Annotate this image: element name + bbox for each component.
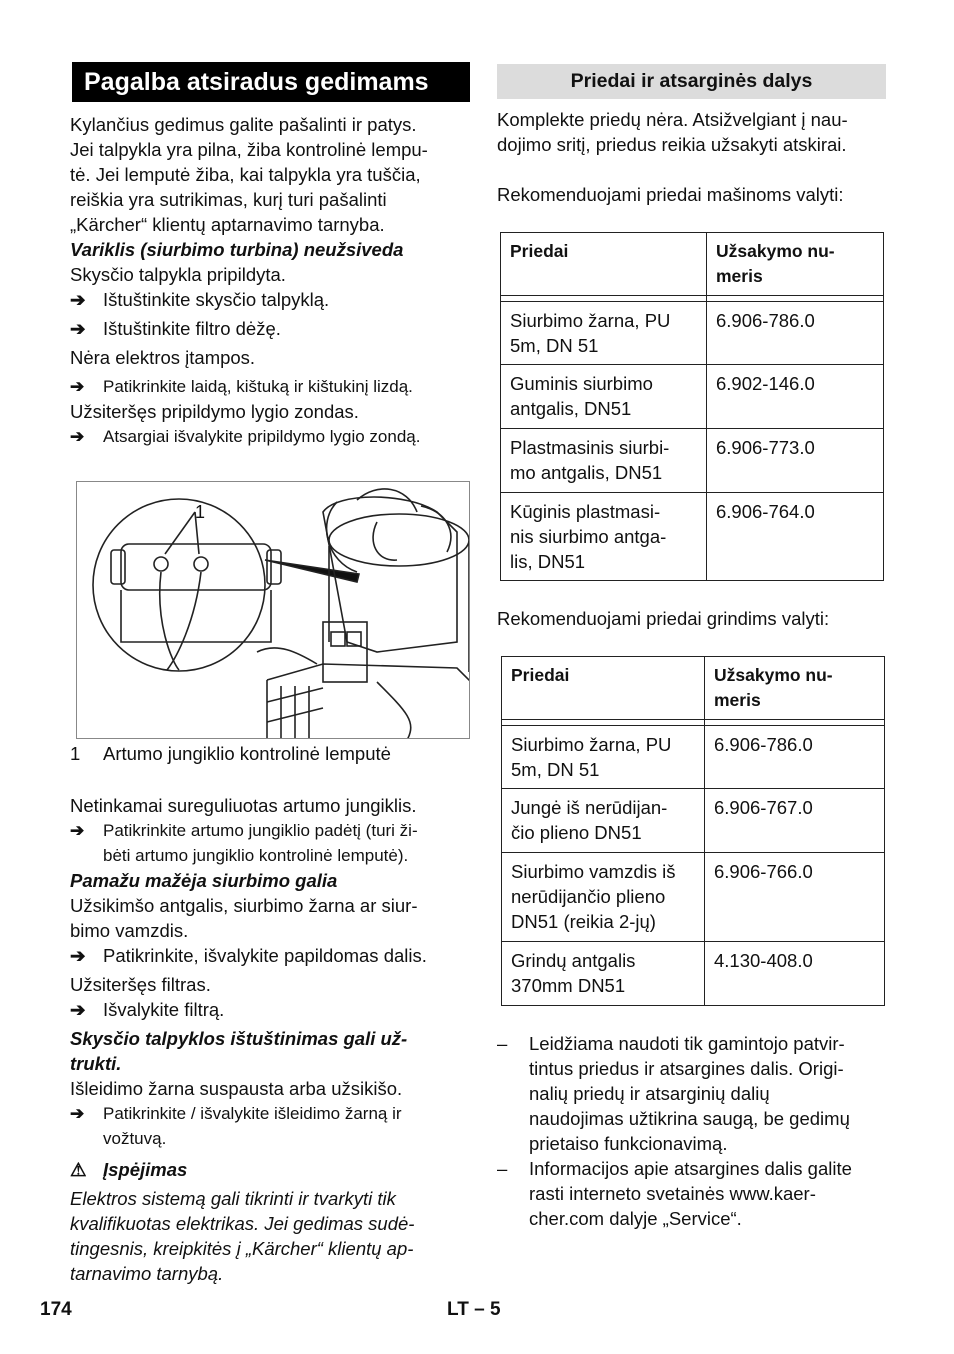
arrow-icon: ➔ bbox=[70, 318, 86, 339]
note-item: – Leidžiama naudoti tik gamintojo patvir- tintus priedus ir atsargines dalis. Origi- nalių priedų ir atsarginių dalių naudojimas užtikrina saugą, be gedimų prietaiso funkcionavimą. bbox=[497, 1033, 850, 1154]
note-item: – Informacijos apie atsargines dalis galite rasti interneto svetainės www.kaer- cher.com dalyje „Service“. bbox=[497, 1158, 852, 1229]
table-header: Priedai bbox=[501, 233, 707, 296]
vacuum-drawing bbox=[77, 482, 470, 739]
intro-line: „Kärcher“ klientų aptarnavimo tarnyba. bbox=[70, 214, 385, 235]
table-row: Siurbimo žarna, PU 5m, DN 51 6.906-786.0 bbox=[501, 302, 884, 365]
language-code: LT bbox=[447, 1299, 469, 1320]
warning-heading: ⚠ Įspėjimas bbox=[70, 1159, 188, 1180]
accessories-table-floors bbox=[501, 656, 885, 1006]
cause-text: Užsiteršęs filtras. bbox=[70, 974, 211, 995]
table-row: Plastmasinis siurbi- mo antgalis, DN51 6.906-773.0 bbox=[501, 429, 884, 493]
arrow-icon: ➔ bbox=[70, 427, 85, 446]
table-row: Jungė iš nerūdijan- čio plieno DN51 6.906-767.0 bbox=[502, 789, 885, 853]
table-row: Siurbimo vamzdis iš nerūdijančio plieno DN51 (reikia 2-jų) 6.906-766.0 bbox=[502, 853, 885, 942]
intro-line: dojimo sritį, priedus reikia užsakyti atskirai. bbox=[497, 134, 847, 155]
cause-text: Skysčio talpykla pripildyta. bbox=[70, 264, 286, 285]
action-item: ➔ Ištuštinkite skysčio talpyklą. bbox=[70, 289, 330, 310]
arrow-icon: ➔ bbox=[70, 1104, 85, 1123]
fault-heading: Skysčio talpyklos ištuštinimas gali už- bbox=[70, 1028, 408, 1049]
warning-text: Elektros sistemą gali tikrinti ir tvarkyti tik kvalifikuotas elektrikas. Jei gedimas sudė- tingesnis, kreipkitės į „Kärcher“ klientų ap- tarnavimo tarnybą. bbox=[70, 1188, 415, 1284]
caption-number: 1 bbox=[70, 743, 81, 764]
table-caption: Rekomenduojami priedai grindims valyti: bbox=[497, 608, 830, 629]
table-header-row bbox=[502, 657, 885, 720]
arrow-icon: ➔ bbox=[70, 377, 85, 396]
table-row: Guminis siurbimo antgalis, DN51 6.902-146.0 bbox=[501, 365, 884, 429]
table-header: Užsakymo nu- meris bbox=[705, 657, 885, 720]
cause-text: bimo vamzdis. bbox=[70, 920, 189, 941]
table-row: Siurbimo žarna, PU 5m, DN 51 6.906-786.0 bbox=[502, 726, 885, 789]
intro-line: Kylančius gedimus galite pašalinti ir patys. bbox=[70, 114, 417, 135]
arrow-icon: ➔ bbox=[70, 289, 86, 310]
section-title: Priedai ir atsarginės dalys bbox=[497, 64, 886, 99]
table-header: Priedai bbox=[502, 657, 705, 720]
fault-heading: trukti. bbox=[70, 1053, 122, 1074]
action-item: ➔ Išvalykite filtrą. bbox=[70, 999, 225, 1020]
footer-section bbox=[447, 1297, 501, 1322]
figure-callout-number: 1 bbox=[195, 502, 206, 522]
intro-line: Jei talpykla yra pilna, žiba kontrolinė lempu- bbox=[70, 139, 428, 160]
page-number: 174 bbox=[40, 1299, 72, 1320]
cause-text: Netinkamai sureguliuotas artumo jungiklis. bbox=[70, 795, 417, 816]
dash-bullet: – bbox=[497, 1158, 508, 1179]
arrow-icon: ➔ bbox=[70, 821, 85, 840]
right-column bbox=[497, 64, 886, 1231]
warning-triangle-icon: ⚠ bbox=[70, 1159, 87, 1180]
fault-heading: Variklis (siurbimo turbina) neužsiveda bbox=[70, 239, 404, 260]
cause-text: Išleidimo žarna suspausta arba užsikišo. bbox=[70, 1078, 403, 1099]
action-item: ➔ Patikrinkite, išvalykite papildomas dalis. bbox=[70, 945, 427, 966]
cause-text: Užsikimšo antgalis, siurbimo žarna ar siur- bbox=[70, 895, 418, 916]
intro-text bbox=[70, 112, 470, 237]
table-caption: Rekomenduojami priedai mašinoms valyti: bbox=[497, 184, 844, 205]
intro-line: tė. Jei lemputė žiba, kai talpykla yra tuščia, bbox=[70, 164, 421, 185]
table-row: Kūginis plastmasi- nis siurbimo antga- lis, DN51 6.906-764.0 bbox=[501, 493, 884, 581]
action-item: ➔ Patikrinkite artumo jungiklio padėtį (turi ži- bėti artumo jungiklio kontrolinė lemputė). bbox=[70, 818, 470, 868]
action-item: ➔ Patikrinkite laidą, kištuką ir kištukinį lizdą. bbox=[70, 374, 470, 399]
table-header-row bbox=[501, 233, 884, 296]
cause-text: Užsiteršęs pripildymo lygio zondas. bbox=[70, 401, 359, 422]
fault-heading: Pamažu mažėja siurbimo galia bbox=[70, 870, 338, 891]
figure-caption bbox=[70, 741, 470, 766]
section-title: Pagalba atsiradus gedimams bbox=[72, 62, 470, 102]
dash-bullet: – bbox=[497, 1033, 508, 1054]
left-column bbox=[70, 62, 470, 1286]
caption-text: Artumo jungiklio kontrolinė lemputė bbox=[103, 743, 391, 764]
arrow-icon: ➔ bbox=[70, 945, 86, 966]
cause-text: Nėra elektros įtampos. bbox=[70, 347, 256, 368]
intro-line: reiškia yra sutrikimas, kurį turi pašalinti bbox=[70, 189, 387, 210]
action-item: ➔ Atsargiai išvalykite pripildymo lygio zondą. bbox=[70, 424, 470, 449]
accessories-table-machines bbox=[500, 232, 884, 581]
table-row: Grindų antgalis 370mm DN51 4.130-408.0 bbox=[502, 942, 885, 1006]
action-item: ➔ Patikrinkite / išvalykite išleidimo žarną ir vožtuvą. bbox=[70, 1101, 470, 1151]
intro-line: Komplekte priedų nėra. Atsižvelgiant į nau- bbox=[497, 109, 848, 130]
vacuum-illustration bbox=[76, 481, 470, 739]
action-item: ➔ Ištuštinkite filtro dėžę. bbox=[70, 318, 281, 339]
section-number: – 5 bbox=[474, 1299, 501, 1320]
arrow-icon: ➔ bbox=[70, 999, 86, 1020]
table-header: Užsakymo nu- meris bbox=[707, 233, 884, 296]
